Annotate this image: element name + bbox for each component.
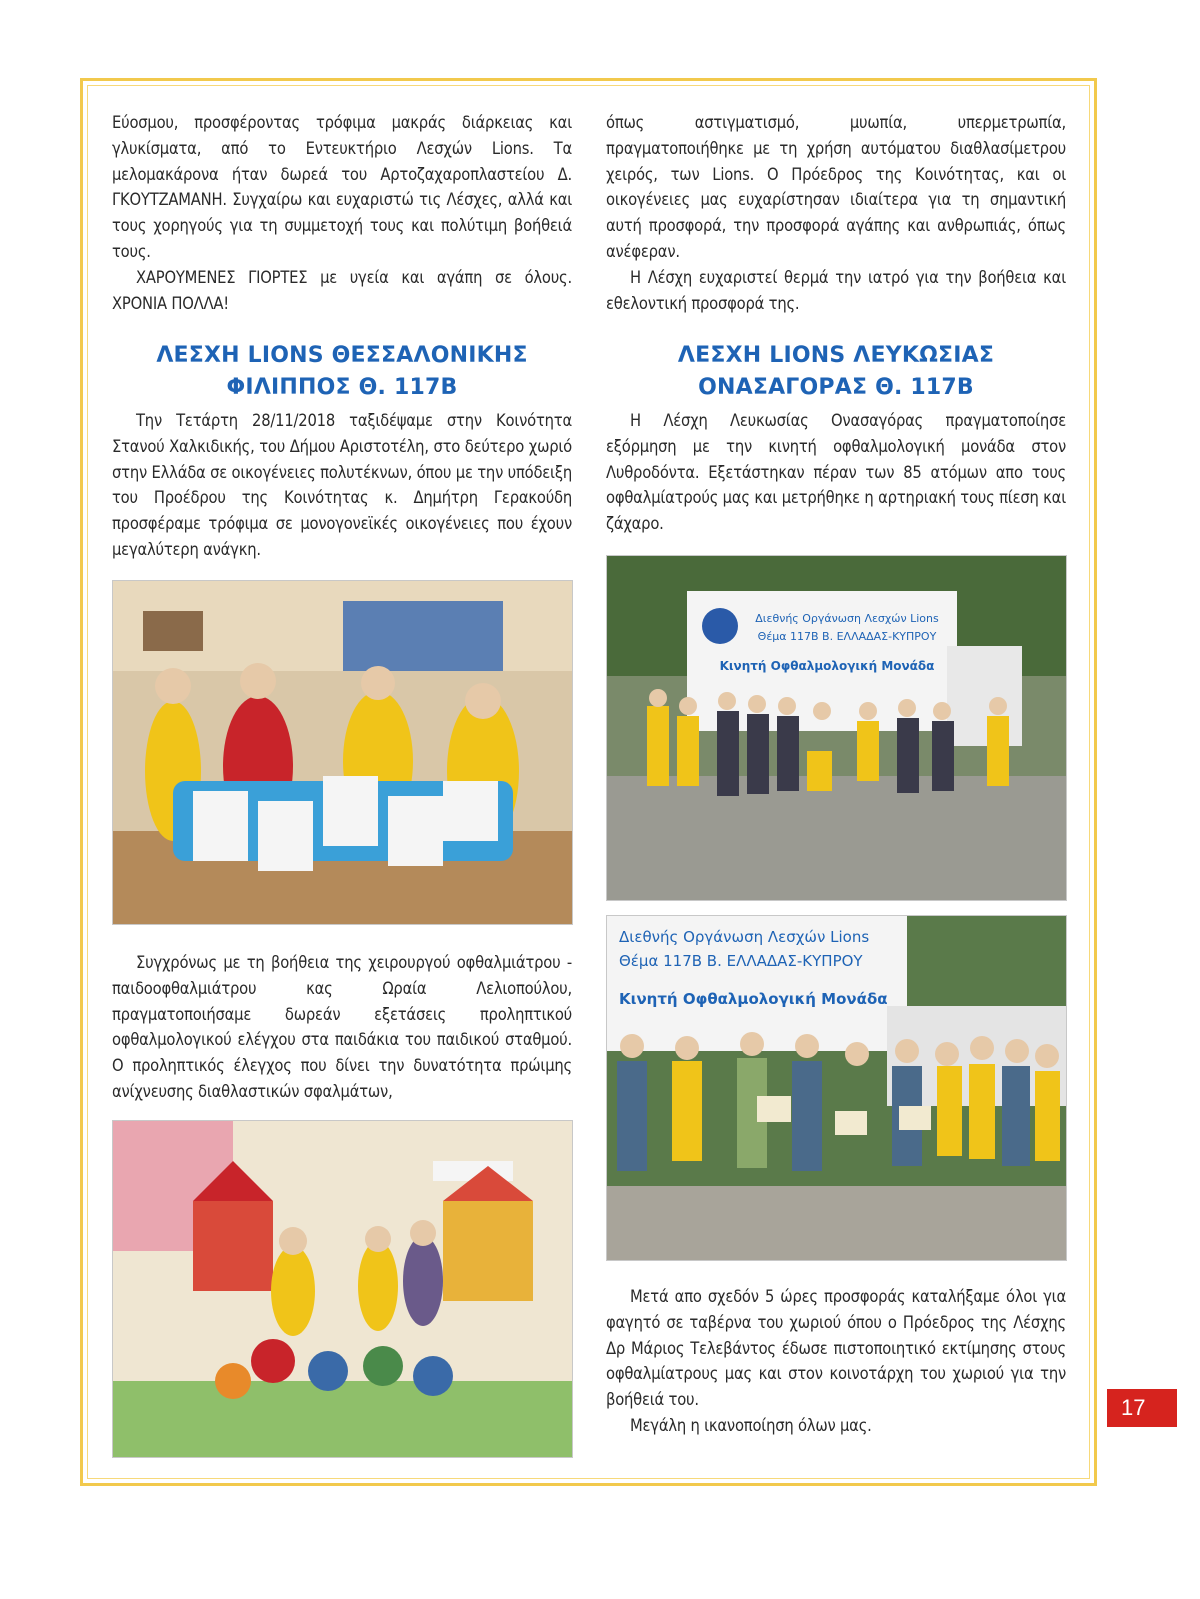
nicosia-section [606, 340, 1066, 537]
right-column-bottom [606, 1284, 1066, 1439]
page-number-badge: 17 [1107, 1389, 1177, 1427]
van-sign-closeup-line-1: Διεθνής Οργάνωση Λεσχών Lions [619, 928, 870, 946]
continuation-paragraph-2: Η Λέσχη ευχαριστεί θερμά την ιατρό για την βοήθεια και εθελοντική προσφορά της. [606, 267, 1066, 313]
thessaloniki-paragraph-1: Την Τετάρτη 28/11/2018 ταξιδέψαμε στην Κοινότητα Στανού Χαλκιδικής, του Δήμου Αριστοτέλη, στο δεύτερο χωριό στην Ελλάδα σε οικογένειες πολυτέκνων, όπου με την υπόδειξη του Προέδρου της Κοινότητας κ. Δημήτρη Γερακούδη προσφέραμε τρόφιμα σε μονογονεϊκές οικογένειες που έχουν μεγαλύτερη ανάγκη. [112, 411, 572, 559]
van-sign-closeup-line-3: Κινητή Οφθαλμολογική Μονάδα [619, 990, 888, 1008]
intro-paragraph-2: ΧΑΡΟΥΜΕΝΕΣ ΓΙΟΡΤΕΣ με υγεία και αγάπη σε όλους. ΧΡΟΝΙΑ ΠΟΛΛΑ! [112, 267, 572, 313]
right-column-top [606, 110, 1066, 316]
section-heading-nicosia-line2: ΟΝΑΣΑΓΟΡΑΣ Θ. 117Β [698, 375, 974, 400]
van-sign-line-1: Διεθνής Οργάνωση Λεσχών Lions [755, 612, 939, 625]
van-sign-line-2: Θέμα 117Β Β. ΕΛΛΑΔΑΣ-ΚΥΠΡΟΥ [757, 630, 937, 643]
van-sign-closeup-line-2: Θέμα 117Β Β. ΕΛΛΑΔΑΣ-ΚΥΠΡΟΥ [619, 952, 863, 970]
van-sign-line-3: Κινητή Οφθαλμολογική Μονάδα [719, 659, 935, 673]
nicosia-paragraph-1: Η Λέσχη Λευκωσίας Ονασαγόρας πραγματοποίησε εξόρμηση με την κινητή οφθαλμολογική μονάδα στον Λυθροδόντα. Εξετάστηκαν πέραν των 85 ατόμων απο τους οφθαλμίατρούς μας και μετρήθηκε η αρτηριακή τους πίεση και ζάχαρο. [606, 411, 1066, 534]
photo-group-mobile-eye-unit [606, 555, 1067, 901]
section-heading-nicosia-line1: ΛΕΣΧΗ LIONS ΛΕΥΚΩΣΙΑΣ [677, 343, 995, 368]
section-heading-thessaloniki-line2: ΦΙΛΙΠΠΟΣ Θ. 117Β [226, 375, 458, 400]
photo-kindergarten-children [112, 1120, 573, 1458]
intro-paragraph-1: Εύοσμου, προσφέροντας τρόφιμα μακράς διάρκειας και γλυκίσματα, από το Εντευκτήριο Λεσχών Lions. Τα μελομακάρονα ήταν δωρεά του Αρτοζαχαροπλαστείου Δ. ΓΚΟΥΤΖΑΜΑΝΗ. Συγχαίρω και ευχαριστώ τις Λέσχες, αλλά και τους χορηγούς για τη συμμετοχή τους και πολύτιμη βοήθειά τους. [112, 113, 572, 261]
thessaloniki-section [112, 340, 572, 563]
left-column-top [112, 110, 572, 316]
nicosia-paragraph-2: Μετά απο σχεδόν 5 ώρες προσφοράς καταλήξαμε όλοι για φαγητό σε ταβέρνα του χωριού όπου ο Πρόεδρος της Λέσχης Δρ Μάριος Τελεβάντος έδωσε πιστοποιητικό εκτίμησης στους οφθαλμίατρους μας και στον κοινοτάρχη του χωριού για την βοήθειά του. [606, 1287, 1066, 1410]
photo-volunteers-with-donations [112, 580, 573, 925]
continuation-paragraph-1: όπως αστιγματισμό, μυωπία, υπερμετρωπία, πραγματοποιήθηκε με τη χρήση αυτόματου διαθλασίμετρου χειρός, των Lions. Ο Πρόεδρος της Κοινότητας, και οι οικογένειες μας ευχαρίστησαν ιδιαίτερα για τη σημαντική αυτή προσφορά, την προσφορά αγάπης και ανθρωπιάς, όπως ανέφεραν. [606, 113, 1066, 261]
photo-certificate-presentation [606, 915, 1067, 1261]
thessaloniki-paragraph-2: Συγχρόνως με τη βοήθεια της χειρουργού οφθαλμιάτρου - παιδοοφθαλμιάτρου κας Ωραία Λελιοπούλου, πραγματοποιήσαμε δωρεάν εξετάσεις προληπτικού οφθαλμολογικού ελέγχου στα παιδάκια του παιδικού σταθμού. Ο προληπτικός έλεγχος που δίνει την δυνατότητα πρώιμης ανίχνευσης διαθλαστικών σφαλμάτων, [112, 953, 572, 1101]
left-column-bottom [112, 950, 572, 1105]
section-heading-thessaloniki-line1: ΛΕΣΧΗ LIONS ΘΕΣΣΑΛΟΝΙΚΗΣ [156, 343, 528, 368]
nicosia-paragraph-3: Μεγάλη η ικανοποίηση όλων μας. [630, 1415, 872, 1435]
